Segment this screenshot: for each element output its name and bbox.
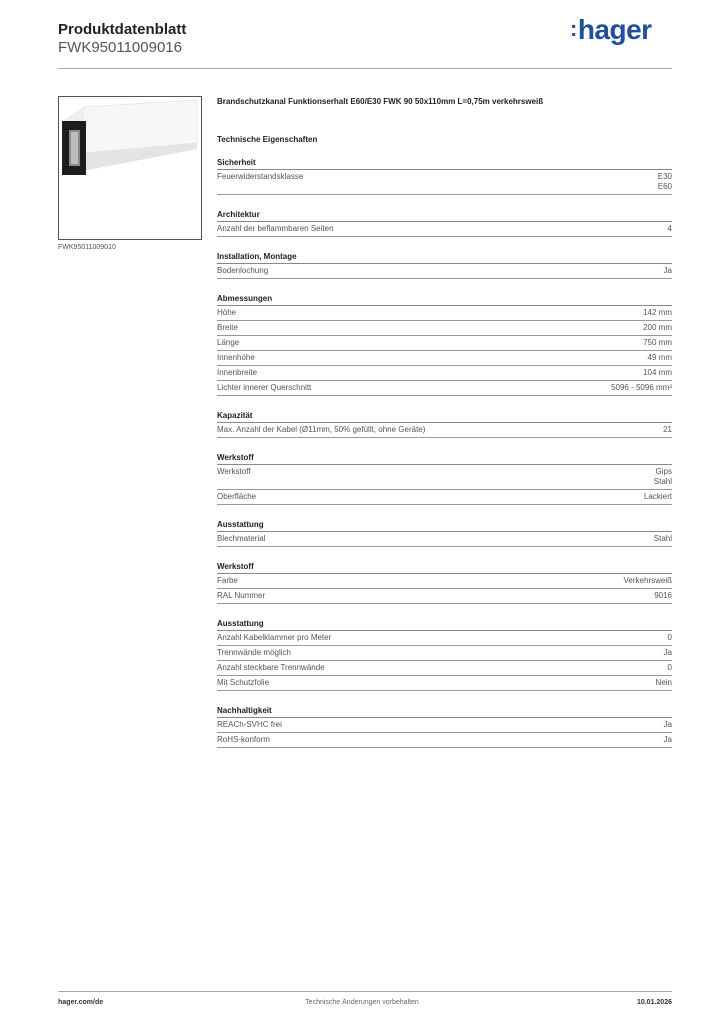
spec-section — [217, 706, 672, 748]
hager-logo: :hager — [570, 14, 652, 45]
spec-section — [217, 619, 672, 691]
section-title: Werkstoff — [217, 562, 672, 574]
spec-label: Max. Anzahl der Kabel (Ø11mm, 50% gefüllt, ohne Geräte) — [217, 425, 426, 434]
section-title: Nachhaltigkeit — [217, 706, 672, 718]
product-title: Brandschutzkanal Funktionserhalt E60/E30 FWK 90 50x110mm L=0,75m verkehrsweiß — [217, 97, 544, 106]
spec-label: Lichter innerer Querschnitt — [217, 383, 312, 392]
spec-row — [217, 381, 672, 396]
spec-label: RAL Nummer — [217, 591, 266, 600]
spec-label: Höhe — [217, 308, 237, 317]
section-title: Kapazität — [217, 411, 672, 423]
spec-row — [217, 222, 672, 237]
spec-value: Gips Stahl — [653, 467, 672, 486]
spec-section — [217, 453, 672, 505]
spec-row — [217, 423, 672, 438]
section-title: Ausstattung — [217, 520, 672, 532]
spec-value: Ja — [663, 735, 672, 744]
section-title: Ausstattung — [217, 619, 672, 631]
spec-label: RoHS-konform — [217, 735, 270, 744]
article-number: FWK95011009016 — [58, 39, 182, 56]
spec-section — [217, 411, 672, 438]
logo-text: hager — [577, 14, 652, 45]
spec-value: 9016 — [654, 591, 672, 600]
spec-value: 4 — [667, 224, 672, 233]
spec-section — [217, 158, 672, 195]
spec-row — [217, 574, 672, 589]
spec-value: 5096 - 5096 mm² — [611, 383, 672, 392]
spec-row — [217, 631, 672, 646]
spec-row — [217, 264, 672, 279]
section-title: Installation, Montage — [217, 252, 672, 264]
spec-row — [217, 733, 672, 748]
page-title: Produktdatenblatt — [58, 21, 187, 38]
spec-label: Anzahl der beflammbaren Seiten — [217, 224, 334, 233]
spec-label: Trennwände möglich — [217, 648, 291, 657]
spec-section — [217, 210, 672, 237]
footer-divider — [58, 991, 672, 992]
footer-website: hager.com/de — [58, 999, 104, 1006]
spec-value: Ja — [663, 266, 672, 275]
spec-label: Anzahl Kabelklammer pro Meter — [217, 633, 332, 642]
spec-label: Feuerwiderstandsklasse — [217, 172, 304, 181]
section-title: Architektur — [217, 210, 672, 222]
spec-value: Nein — [655, 678, 672, 687]
footer-date: 10.01.2026 — [636, 999, 672, 1006]
product-image — [58, 96, 202, 240]
spec-label: Oberfläche — [217, 492, 257, 501]
spec-section — [217, 562, 672, 604]
spec-row — [217, 718, 672, 733]
footer-notice: Technische Änderungen vorbehalten — [305, 999, 419, 1006]
spec-section — [217, 520, 672, 547]
spec-label: Werkstoff — [217, 467, 251, 476]
tech-heading: Technische Eigenschaften — [217, 135, 318, 144]
spec-value: Verkehrsweiß — [623, 576, 672, 585]
spec-value: 21 — [663, 425, 672, 434]
section-title: Werkstoff — [217, 453, 672, 465]
spec-row — [217, 465, 672, 490]
spec-section — [217, 294, 672, 396]
section-title: Abmessungen — [217, 294, 672, 306]
spec-row — [217, 589, 672, 604]
spec-row — [217, 661, 672, 676]
spec-row — [217, 170, 672, 195]
spec-label: Innenbreite — [217, 368, 258, 377]
spec-row — [217, 490, 672, 505]
spec-section — [217, 252, 672, 279]
spec-row — [217, 646, 672, 661]
spec-row — [217, 351, 672, 366]
spec-value: 0 — [667, 663, 672, 672]
spec-row — [217, 336, 672, 351]
spec-content — [217, 96, 672, 748]
header-divider — [58, 68, 672, 69]
spec-row — [217, 321, 672, 336]
spec-label: Innenhöhe — [217, 353, 255, 362]
spec-value: Lackiert — [643, 492, 672, 501]
spec-value: 49 mm — [647, 353, 672, 362]
spec-label: REACh-SVHC frei — [217, 720, 282, 729]
spec-label: Mit Schutzfolie — [217, 678, 270, 687]
spec-row — [217, 532, 672, 547]
spec-value: 200 mm — [643, 323, 672, 332]
spec-label: Breite — [217, 323, 238, 332]
spec-row — [217, 676, 672, 691]
image-caption: FWK95011009010 — [58, 244, 116, 251]
spec-label: Länge — [217, 338, 240, 347]
spec-label: Farbe — [217, 576, 238, 585]
spec-value: Stahl — [653, 534, 672, 543]
spec-label: Anzahl steckbare Trennwände — [217, 663, 325, 672]
spec-value: 104 mm — [643, 368, 672, 377]
spec-row — [217, 366, 672, 381]
section-title: Sicherheit — [217, 158, 672, 170]
spec-value: E30 E60 — [657, 172, 672, 191]
spec-value: 750 mm — [643, 338, 672, 347]
spec-sections — [217, 158, 672, 748]
spec-value: 142 mm — [643, 308, 672, 317]
spec-value: Ja — [663, 720, 672, 729]
spec-label: Blechmaterial — [217, 534, 266, 543]
spec-row — [217, 306, 672, 321]
spec-value: Ja — [663, 648, 672, 657]
spec-value: 0 — [667, 633, 672, 642]
spec-label: Bodenlochung — [217, 266, 269, 275]
cable-duct-illustration — [59, 97, 201, 239]
